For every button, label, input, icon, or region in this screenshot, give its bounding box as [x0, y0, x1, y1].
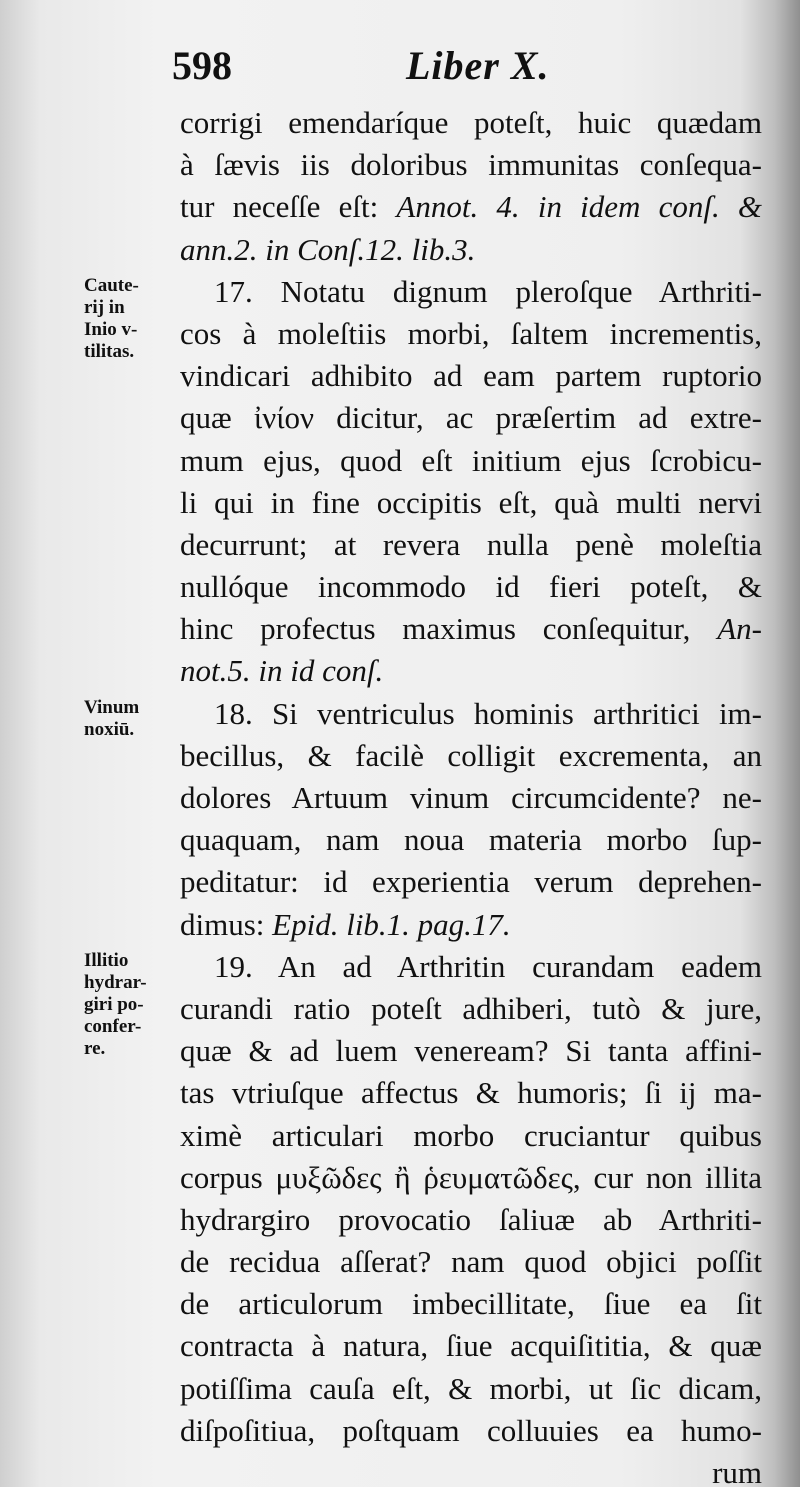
page-header	[172, 42, 772, 100]
text-line: li qui in fine occipitis eſt, quà multi nervi	[180, 484, 762, 520]
citation: Annot. 4. in idem conſ. &	[396, 189, 762, 225]
text-line: quaquam, nam noua materia morbo ſup-	[180, 822, 762, 858]
margin-note-line: Caute-	[84, 274, 139, 296]
margin-note	[84, 950, 176, 1060]
margin-note-line: tilitas.	[84, 340, 135, 362]
margin-note-line: Vinum	[84, 696, 140, 718]
margin-note-line: rij in	[84, 296, 125, 318]
running-title: Liber X.	[406, 43, 550, 88]
text-line: not.5. in id conſ.	[180, 653, 384, 689]
text-line: mum ejus, quod eſt initium ejus ſcrobicu-	[180, 442, 762, 478]
text-line: de articulorum imbecillitate, ſiue ea ſit	[180, 1286, 762, 1322]
margin-note-line: giri po-	[84, 994, 144, 1015]
text-line: dolores Artuum vinum circumcidente? ne-	[180, 780, 762, 815]
margin-note-line: Illitio	[84, 950, 129, 971]
text-line: peditatur: id experientia verum deprehen-	[180, 864, 762, 900]
text-line: contracta à natura, ſiue acquiſititia, & quæ	[180, 1328, 762, 1364]
citation: Epid. lib.1. pag.17.	[272, 906, 511, 942]
text-line: ximè articulari morbo cruciantur quibus	[180, 1117, 762, 1153]
margin-note	[84, 697, 176, 741]
text-line: 18. Si ventriculus hominis arthritici im-	[214, 695, 762, 731]
text-line: dimus: Epid. lib.1. pag.17.	[180, 906, 511, 942]
text-line: hinc profectus maximus conſequitur, An-	[180, 611, 762, 647]
text-line: potiſſima cauſa eſt, & morbi, ut ſic dicam,	[180, 1370, 762, 1406]
text-line: diſpoſitiua, poſtquam colluuies ea humo-	[180, 1412, 762, 1448]
text-line: corrigi emendaríque poteſt, huic quædam	[180, 105, 762, 140]
text-line: 19. An ad Arthritin curandam eadem	[214, 948, 762, 984]
text-line: de recidua aſſerat? nam quod objici poſſit	[180, 1244, 762, 1280]
text-line: cos à moleſtiis morbi, ſaltem incrementis,	[180, 315, 762, 351]
text-line: curandi ratio poteſt adhiberi, tutò & jure,	[180, 990, 762, 1026]
text-line: quæ ἰνίον dicitur, ac præſertim ad extre-	[180, 400, 762, 436]
margin-note-line: confer-	[84, 1016, 142, 1037]
margin-note-line: re.	[84, 1038, 106, 1059]
margin-note-line: noxiū.	[84, 718, 135, 740]
text-line: 17. Notatu dignum pleroſque Arthriti-	[214, 273, 762, 309]
margin-note	[84, 275, 176, 363]
text-line: nullóque incommodo id fieri poteſt, &	[180, 569, 762, 605]
text-line: tas vtriuſque affectus & humoris; ſi ij ma-	[180, 1075, 762, 1111]
body-text	[180, 102, 762, 1487]
page-number: 598	[172, 43, 232, 88]
text-line: decurrunt; at revera nulla penè moleſtia	[180, 526, 762, 562]
text-line: vindicari adhibito ad eam partem ruptorio	[180, 358, 762, 394]
text-line: corpus μυξῶδες ἢ ῥευματῶδες, cur non illita	[180, 1159, 762, 1195]
citation: An-	[717, 611, 762, 647]
margin-note-line: hydrar-	[84, 972, 147, 993]
margin-note-line: Inio v-	[84, 318, 138, 340]
text-line: tur neceſſe eſt: Annot. 4. in idem conſ. &	[180, 189, 762, 225]
text-line: quæ & ad luem veneream? Si tanta affini-	[180, 1033, 762, 1069]
text-line: ann.2. in Conſ.12. lib.3.	[180, 231, 476, 267]
text-line: becillus, & facilè colligit excrementa, an	[180, 737, 762, 773]
text-line: à ſævis iis doloribus immunitas conſequa-	[180, 147, 762, 183]
text-line: hydrargiro provocatio ſaliuæ ab Arthriti-	[180, 1201, 762, 1237]
text-line: rum	[712, 1455, 762, 1487]
